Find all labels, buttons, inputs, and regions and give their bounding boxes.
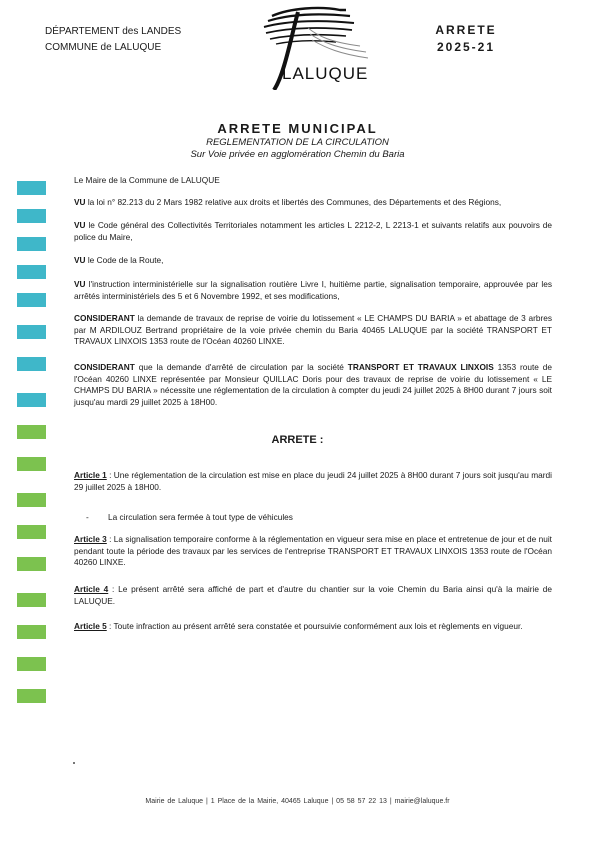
document-location: Sur Voie privée en agglomération Chemin du Baria — [190, 149, 405, 160]
decorative-bar — [17, 237, 46, 251]
decorative-bar — [17, 657, 46, 671]
article-text: : Le présent arrêté sera affiché de part et d'autre du chantier sur la voie Chemin du Baria ainsi qu'à la mairie de LALUQUE. — [74, 584, 553, 606]
decorative-bar — [17, 525, 46, 539]
considerant-text: la demande de travaux de reprise de voirie du lotissement « LE CHAMPS DU BARIA » et abattage de 3 arbres par M ARDILOUZ Bertrand propriétaire de la voie privée chemin du Baria 40465 LALUQUE par la société TRANSPORT ET TRAVAUX LINXOIS 1353 route de l'Océan 40260 LINXE. — [74, 313, 552, 346]
decorative-bar — [17, 209, 46, 223]
article-paragraph — [74, 470, 552, 493]
vu-paragraph — [74, 220, 552, 243]
vu-paragraph — [74, 255, 552, 267]
vu-label: VU — [74, 220, 86, 230]
article-text: : Une réglementation de la circulation est mise en place du jeudi 24 juillet 2025 à 8H00 durant 7 jours soit jusqu'au mardi 29 juillet 2025 à 18H00. — [74, 470, 552, 492]
intro-line: Le Maire de la Commune de LALUQUE — [74, 175, 220, 185]
arrete-number: 2025-21 — [436, 40, 496, 54]
decorative-bar — [17, 593, 46, 607]
arrete-number-block — [421, 22, 511, 56]
decorative-bar — [17, 325, 46, 339]
decorative-bar — [17, 357, 46, 371]
decorative-bar — [17, 293, 46, 307]
decorative-bar — [17, 689, 46, 703]
article-bullet: La circulation sera fermée à tout type de véhicules — [108, 512, 293, 522]
company-name: TRANSPORT ET TRAVAUX LINXOIS — [347, 362, 494, 372]
considerant-paragraph — [74, 362, 552, 408]
decorative-bar — [17, 625, 46, 639]
decorative-bar — [17, 181, 46, 195]
document-subtitle: REGLEMENTATION DE LA CIRCULATION — [206, 137, 389, 148]
decorative-bar — [17, 393, 46, 407]
article-label: Article 1 — [74, 470, 107, 480]
article-paragraph — [74, 534, 552, 569]
logo-text: LALUQUE — [282, 64, 369, 83]
document-title: ARRETE MUNICIPAL — [217, 121, 378, 136]
vu-paragraph — [74, 197, 552, 209]
decorative-bar — [17, 493, 46, 507]
decorative-bar — [17, 457, 46, 471]
article-label: Article 4 — [74, 584, 109, 594]
vu-label: VU — [74, 255, 86, 265]
commune-line: COMMUNE de LALUQUE — [45, 42, 162, 53]
considerant-label: CONSIDERANT — [74, 313, 135, 323]
decorative-bar — [17, 557, 46, 571]
department-header — [45, 24, 181, 56]
article-label: Article 3 — [74, 534, 107, 544]
arrete-heading: ARRETE : — [271, 434, 324, 446]
scan-speck — [73, 762, 75, 764]
considerant-text: que la demande d'arrêté de circulation par la société — [134, 362, 348, 372]
article-paragraph — [74, 584, 552, 607]
considerant-text: 1353 route de l'Océan 40260 LINXE représentée par Monsieur QUILLAC Doris pour des travaux de reprise de voirie du lotissement « LE CHAMPS DU BARIA » nécessite une réglementation de la circulation à compter du jeudi 24 juillet 2025 à 8H00 durant 7 jours soit jusqu'au mardi 29 juillet 2025 à 18H00. — [74, 362, 552, 407]
footer-contact: Mairie de Laluque | 1 Place de la Mairie, 40465 Laluque | 05 58 57 22 13 | mairie@laluque.fr — [145, 798, 450, 805]
arrete-label: ARRETE — [435, 23, 497, 37]
vu-label: VU — [74, 197, 86, 207]
considerant-label: CONSIDERANT — [74, 362, 135, 372]
vu-text: la loi n° 82.213 du 2 Mars 1982 relative aux droits et libertés des Communes, des Départements et des Régions, — [85, 197, 502, 207]
article-paragraph — [74, 621, 552, 633]
vu-text: l'instruction interministérielle sur la signalisation routière Livre I, huitième partie, signalisation temporaire, approuvée par les arrêtés interministériels des 5 et 6 Novembre 1992, et ses modifications, — [74, 279, 552, 301]
vu-label: VU — [74, 279, 86, 289]
article-text: : Toute infraction au présent arrêté sera constatée et poursuivie conformément aux lois et règlements en vigueur. — [106, 621, 523, 631]
decorative-bar — [17, 265, 46, 279]
article-label: Article 5 — [74, 621, 107, 631]
vu-text: le Code de la Route, — [85, 255, 164, 265]
article-text: : La signalisation temporaire conforme à la réglementation en vigueur sera mise en place et entretenue de jour et de nuit pendant toute la période des travaux par les services de l'entreprise TRANSPORT ET TRAVAUX LINXOIS 1353 route de l'Océan 40260 LINXE. — [74, 534, 552, 567]
vu-paragraph — [74, 279, 552, 302]
vu-text: le Code général des Collectivités Territoriales notamment les articles L 2212-2, L 2213-1 et suivants relatifs aux pouvoirs de police du Maire, — [74, 220, 552, 242]
department-line: DÉPARTEMENT des LANDES — [45, 26, 182, 37]
bullet-dash: - — [86, 512, 89, 522]
considerant-paragraph — [74, 313, 552, 348]
